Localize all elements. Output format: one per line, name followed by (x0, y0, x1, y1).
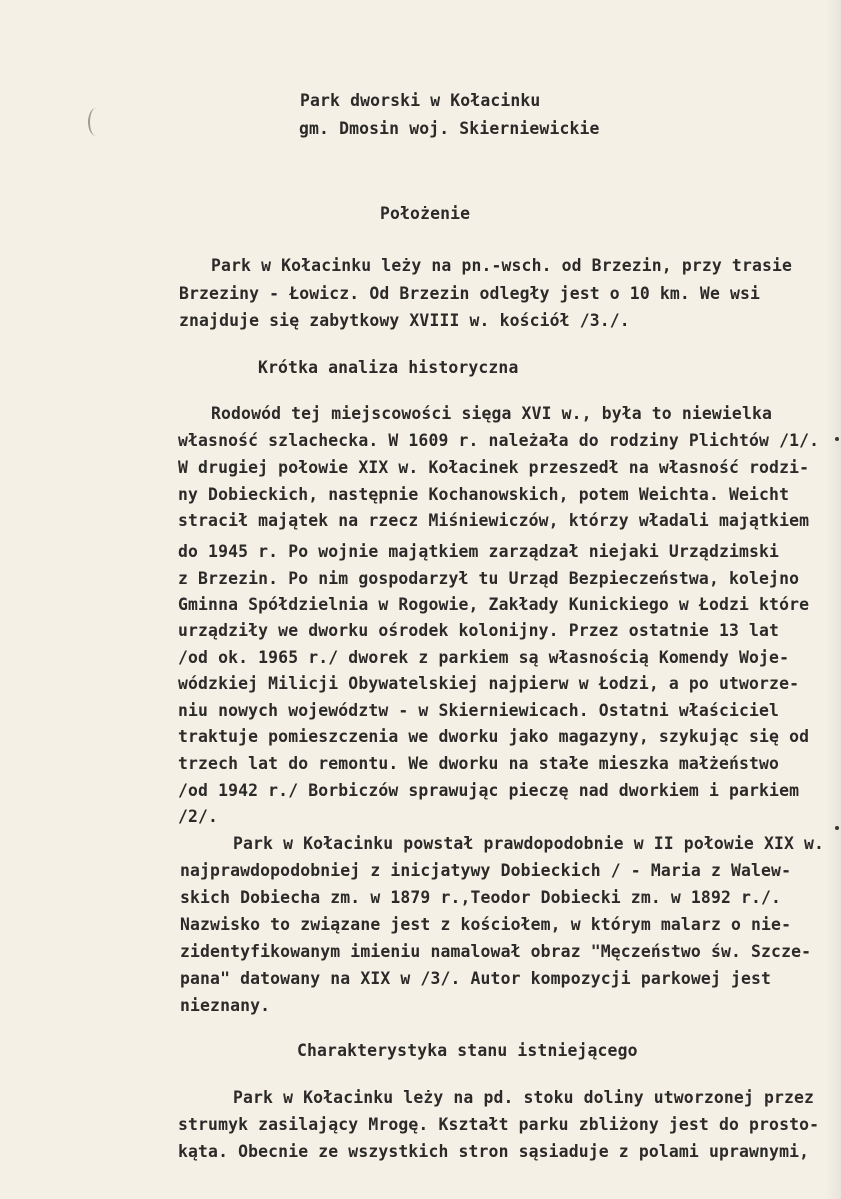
body-line: urządziły we dworku ośrodek kolonijny. Przez ostatnie 13 lat (178, 621, 780, 640)
body-line: Park w Kołacinku leży na pn.-wsch. od Brzezin, przy trasie (211, 256, 793, 275)
body-line: stracił majątek na rzecz Miśniewiczów, którzy władali majątkiem (178, 511, 810, 530)
document-subtitle: gm. Dmosin woj. Skierniewickie (299, 119, 600, 138)
margin-pencil-mark (88, 108, 104, 136)
body-line: traktuje pomieszczenia we dworku jako magazyny, szykując się od (178, 727, 810, 746)
body-line: Rodowód tej miejscowości sięga XVI w., była to niewielka (211, 404, 773, 423)
body-line: zidentyfikowanym imieniu namalował obraz "Męczeństwo św. Szcze- (180, 942, 812, 961)
section-heading-analiza: Krótka analiza historyczna (258, 358, 519, 377)
body-line: kąta. Obecnie ze wszystkich stron sąsiaduje z polami uprawnymi, (178, 1142, 810, 1161)
body-line: strumyk zasilający Mrogę. Kształt parku zbliżony jest do prosto- (178, 1115, 820, 1134)
body-line: W drugiej połowie XIX w. Kołacinek przeszedł na własność rodzi- (178, 458, 810, 477)
body-line: nieznany. (180, 996, 271, 1015)
body-line: /od 1942 r./ Borbiczów sprawując pieczę nad dworkiem i parkiem (178, 781, 800, 800)
section-heading-polozenie: Położenie (380, 204, 471, 223)
body-line: własność szlachecka. W 1609 r. należała do rodziny Plichtów /1/. (178, 431, 820, 450)
page-edge-shadow (825, 0, 841, 1199)
body-line: do 1945 r. Po wojnie majątkiem zarządzał niejaki Urządzimski (178, 542, 780, 561)
body-line: /2/. (178, 807, 219, 826)
document-title: Park dworski w Kołacinku (300, 91, 541, 110)
body-line: z Brzezin. Po nim gospodarzył tu Urząd Bezpieczeństwa, kolejno (178, 569, 800, 588)
body-line: Park w Kołacinku powstał prawdopodobnie w II połowie XIX w. (233, 834, 825, 853)
body-line: Park w Kołacinku leży na pd. stoku doliny utworzonej przez (233, 1088, 815, 1107)
body-line: Gminna Spółdzielnia w Rogowie, Zakłady Kunickiego w Łodzi które (178, 595, 810, 614)
body-line: wódzkiej Milicji Obywatelskiej najpierw w Łodzi, a po utworze- (178, 674, 800, 693)
body-line: trzech lat do remontu. We dworku na stałe mieszka małżeństwo (178, 754, 780, 773)
body-line: /od ok. 1965 r./ dworek z parkiem są własnością Komendy Woje- (178, 648, 790, 667)
body-line: skich Dobiecha zm. w 1879 r.,Teodor Dobiecki zm. w 1892 r./. (180, 888, 782, 907)
body-line: niu nowych województw - w Skierniewicach. Ostatni właściciel (178, 701, 780, 720)
body-line: pana" datowany na XIX w /3/. Autor kompozycji parkowej jest (180, 969, 772, 988)
body-line: najprawdopodobniej z inicjatywy Dobieckich / - Maria z Walew- (180, 861, 792, 880)
body-line: Nazwisko to związane jest z kościołem, w którym malarz o nie- (180, 915, 792, 934)
section-heading-charakterystyka: Charakterystyka stanu istniejącego (297, 1041, 638, 1060)
body-line: znajduje się zabytkowy XVIII w. kościół /3./. (179, 311, 630, 330)
body-line: ny Dobieckich, następnie Kochanowskich, potem Weichta. Weicht (178, 485, 790, 504)
body-line: Brzeziny - Łowicz. Od Brzezin odległy jest o 10 km. We wsi (179, 284, 761, 303)
